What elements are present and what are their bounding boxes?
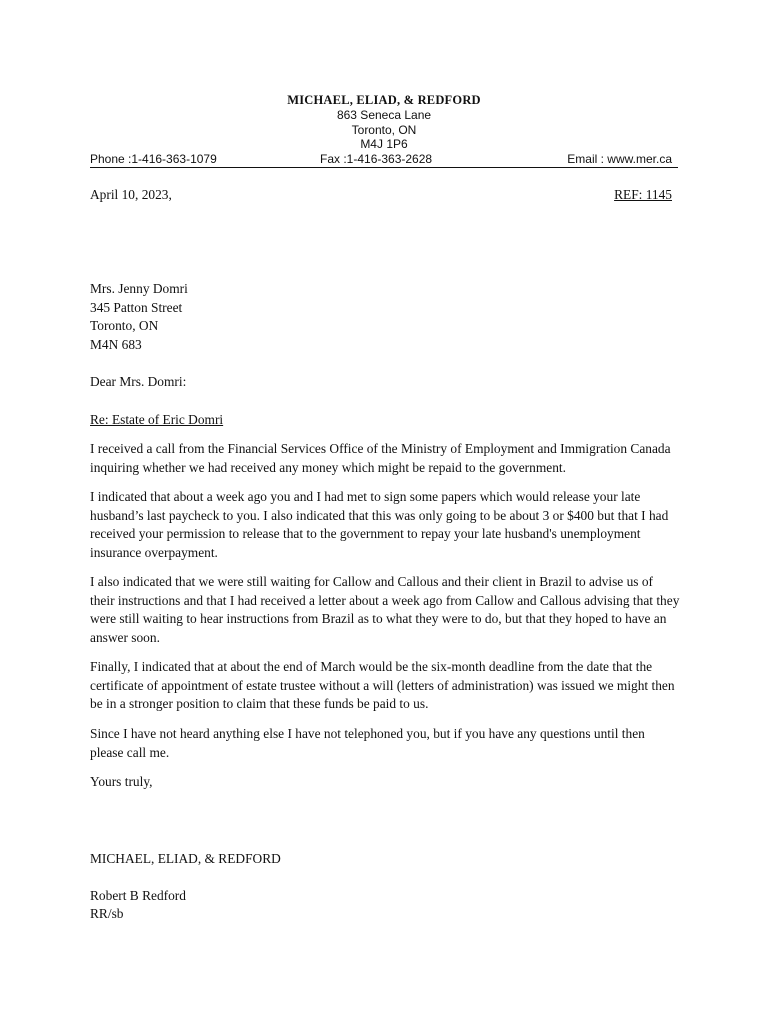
letter-date: April 10, 2023, — [90, 187, 172, 202]
recipient-name: Mrs. Jenny Domri — [90, 281, 188, 296]
letterhead — [90, 92, 678, 152]
body-paragraph: I indicated that about a week ago you and I had met to sign some papers which would release your late husband’s last paycheck to you. I also indicated that this was only going to be about 3 or $400 but that I had received your permission to release that to the government to repay your late husband's unemployment insurance overpayment. — [90, 489, 669, 560]
reference-number: REF: 1145 — [614, 187, 672, 202]
recipient-address — [90, 280, 490, 354]
signature-firm: MICHAEL, ELIAD, & REDFORD — [90, 851, 281, 866]
firm-street: 863 Seneca Lane — [336, 108, 432, 122]
email-website: Email : www.mer.ca — [567, 152, 672, 166]
fax-number: Fax :1-416-363-2628 — [320, 152, 433, 166]
body-paragraph: I received a call from the Financial Services Office of the Ministry of Employment and Immigration Canada inquiring whether we had received any money which might be repaid to the government. — [90, 441, 671, 475]
closing: Yours truly, — [90, 774, 153, 789]
signer-name: Robert B Redford — [90, 888, 186, 903]
recipient-street: 345 Patton Street — [90, 299, 183, 315]
firm-city: Toronto, ON — [351, 122, 417, 137]
subject-line: Re: Estate of Eric Domri — [90, 412, 224, 427]
firm-name: MICHAEL, ELIAD, & REDFORD — [287, 93, 481, 107]
body-paragraph: I also indicated that we were still waiting for Callow and Callous and their client in Brazil to advise us of their instructions and that I had received a letter about a week ago from Callow and Callous advising that they were still waiting to hear instructions from Brazil as to what they were to do, but that they hoped to have an answer soon. — [90, 574, 680, 645]
recipient-city: Toronto, ON — [90, 318, 159, 334]
phone-number: Phone :1-416-363-1079 — [90, 152, 217, 166]
recipient-postal-code: M4N 683 — [90, 336, 142, 352]
reference-initials: RR/sb — [90, 906, 124, 921]
firm-postal-code: M4J 1P6 — [360, 137, 408, 151]
body-paragraph: Since I have not heard anything else I have not telephoned you, but if you have any questions until then please call me. — [90, 726, 645, 760]
body-paragraph: Finally, I indicated that at about the end of March would be the six-month deadline from the date that the certificate of appointment of estate trustee without a will (letters of administration) was issued we might then be in a stronger position to claim that these funds be paid to us. — [90, 659, 675, 712]
salutation: Dear Mrs. Domri: — [90, 374, 187, 389]
contact-row — [90, 152, 678, 168]
